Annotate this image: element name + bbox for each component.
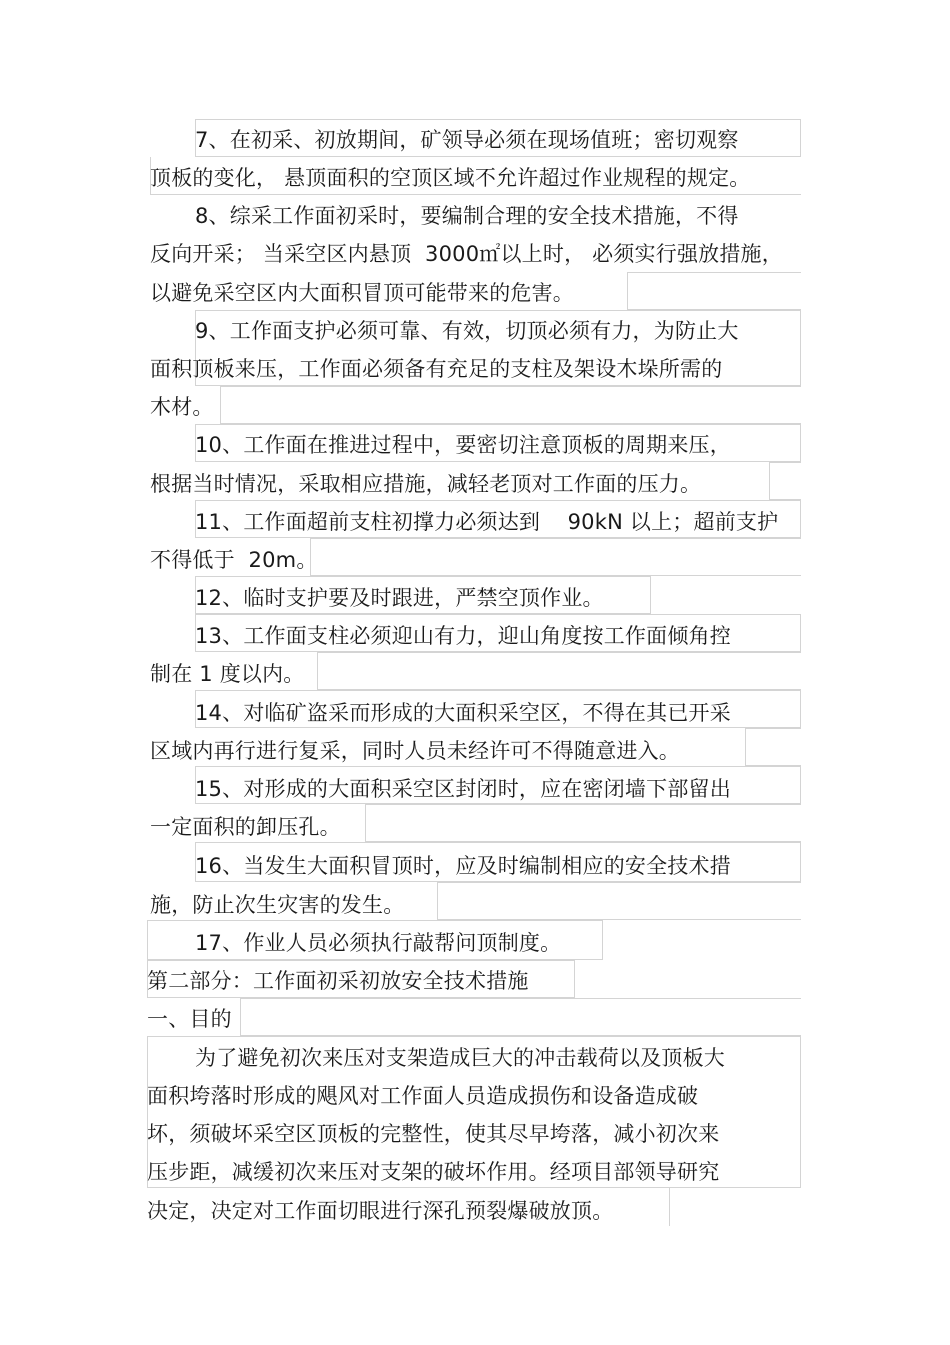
text-line: 16、当发生大面积冒顶时，应及时编制相应的安全技术措 [195, 854, 731, 878]
text-line: 制在 1 度以内。 [150, 662, 305, 686]
text-line: 区域内再行进行复采，同时人员未经许可不得随意进入。 [150, 739, 680, 763]
subsection-heading: 一、目的 [147, 1007, 232, 1031]
frame-box [745, 728, 801, 766]
text-line: 木材。 [150, 395, 214, 419]
text-line: 15、对形成的大面积采空区封闭时，应在密闭墙下部留出 [195, 777, 731, 801]
frame-box [769, 462, 801, 500]
frame-box [317, 652, 801, 690]
text-line: 10、工作面在推进过程中，要密切注意顶板的周期来压， [195, 433, 731, 457]
section-heading: 第二部分：工作面初采初放安全技术措施 [147, 969, 529, 993]
text-line: 17、作业人员必须执行敲帮问顶制度。 [195, 931, 562, 955]
text-line: 顶板的变化， 悬顶面积的空顶区域不允许超过作业规程的规定。 [150, 166, 751, 190]
text-line: 坏，须破坏采空区顶板的完整性，使其尽早垮落，减小初次来 [147, 1122, 720, 1146]
text-line: 12、临时支护要及时跟进，严禁空顶作业。 [195, 586, 604, 610]
text-line: 9、工作面支护必须可靠、有效，切顶必须有力，为防止大 [195, 319, 739, 343]
text-line: 8、综采工作面初采时，要编制合理的安全技术措施，不得 [195, 204, 739, 228]
text-line: 不得低于 20m。 [150, 548, 318, 572]
text-line: 反向开采； 当采空区内悬顶 3000㎡以上时， 必须实行强放措施， [150, 242, 783, 266]
text-line: 面积垮落时形成的飓风对工作面人员造成损伤和设备造成破 [147, 1084, 699, 1108]
text-line: 以避免采空区内大面积冒顶可能带来的危害。 [150, 281, 574, 305]
text-line: 11、工作面超前支柱初撑力必须达到 90kN 以上；超前支护 [195, 510, 779, 534]
frame-box [310, 538, 801, 576]
frame-box [240, 998, 801, 1036]
text-line: 一定面积的卸压孔。 [150, 815, 341, 839]
text-line: 压步距，减缓初次来压对支架的破坏作用。经项目部领导研究 [147, 1160, 720, 1184]
text-line: 为了避免初次来压对支架造成巨大的冲击载荷以及顶板大 [195, 1046, 725, 1070]
text-line: 根据当时情况，采取相应措施，减轻老顶对工作面的压力。 [150, 472, 702, 496]
text-line: 14、对临矿盗采而形成的大面积采空区，不得在其已开采 [195, 701, 731, 725]
frame-box [220, 386, 801, 424]
text-line: 决定，决定对工作面切眼进行深孔预裂爆破放顶。 [147, 1199, 614, 1223]
text-line: 面积顶板来压，工作面必须备有充足的支柱及架设木垛所需的 [150, 357, 723, 381]
frame-box [627, 272, 801, 310]
frame-box [437, 882, 801, 920]
text-line: 7、在初采、初放期间，矿领导必须在现场值班；密切观察 [195, 128, 739, 152]
frame-box [669, 1188, 670, 1226]
frame-box [365, 804, 801, 842]
text-line: 13、工作面支柱必须迎山有力，迎山角度按工作面倾角控 [195, 624, 731, 648]
text-line: 施，防止次生灾害的发生。 [150, 893, 405, 917]
